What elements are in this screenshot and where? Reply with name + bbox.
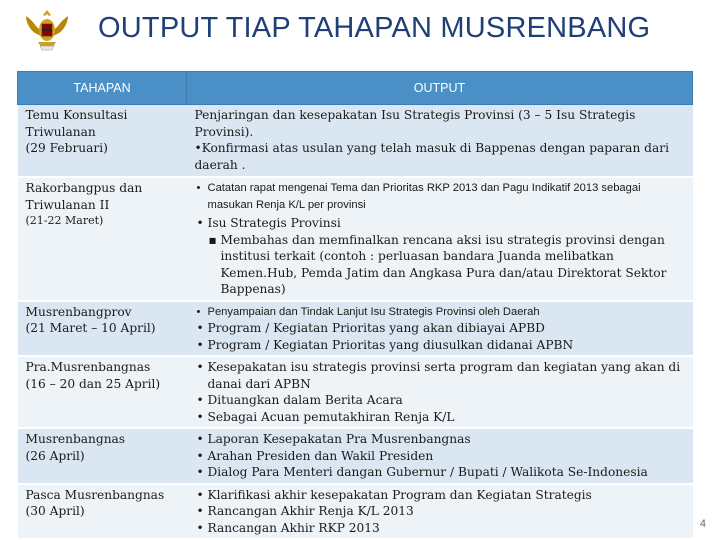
list-item: [195, 232, 687, 298]
list-item: • Catatan rapat mengenai Tema dan Prioritas RKP 2013 dan Pagu Indikatif 2013 sebagai masukan Renja K/L per provinsi: [195, 180, 687, 213]
stage-date: (16 – 20 dan 25 April): [25, 376, 161, 391]
list-item: • Program / Kegiatan Prioritas yang akan dibiayai APBD: [195, 320, 687, 337]
stage-name: Temu Konsultasi Triwulanan: [25, 108, 128, 139]
list-item: • Kesepakatan isu strategis provinsi serta program dan kegiatan yang akan di danai dari APBN: [195, 359, 687, 392]
stage-name: Musrenbangprov: [25, 304, 132, 319]
header-output: OUTPUT: [187, 72, 693, 105]
table-row: [18, 484, 693, 540]
list-item: • Dituangkan dalam Berita Acara: [195, 392, 687, 409]
stage-cell: [18, 105, 187, 178]
table-row: [18, 428, 693, 484]
output-cell: [187, 428, 693, 484]
list-item: • Isu Strategis Provinsi: [195, 215, 687, 232]
table-row: [18, 356, 693, 428]
stage-date: (30 April): [25, 504, 85, 518]
list-item: • Rancangan Akhir RKP 2013: [195, 520, 687, 537]
stage-cell: [18, 356, 187, 428]
stage-date: (29 Februari): [25, 141, 108, 155]
list-item: • Program / Kegiatan Prioritas yang diusulkan didanai APBN: [195, 337, 687, 354]
page-number: 4: [699, 518, 706, 530]
table-row: [18, 105, 693, 178]
output-line: Penjaringan dan kesepakatan Isu Strategis Provinsi (3 – 5 Isu Strategis Provinsi).: [194, 108, 636, 139]
stage-name: Pasca Musrenbangnas: [25, 487, 165, 502]
stage-name: Musrenbangnas: [25, 432, 126, 446]
output-cell: [187, 301, 693, 357]
list-item: • Dialog Para Menteri dangan Gubernur / Bupati / Walikota Se-Indonesia: [195, 464, 687, 481]
list-item: • Arahan Presiden dan Wakil Presiden: [195, 448, 687, 465]
stage-cell: [18, 177, 187, 301]
musrenbang-table: [17, 71, 693, 540]
stage-date: (21 Maret – 10 April): [25, 321, 156, 335]
stage-cell: [18, 301, 187, 357]
table-header-row: [18, 72, 693, 105]
output-cell: [187, 356, 693, 428]
stage-cell: [18, 484, 187, 540]
output-cell: [187, 105, 693, 178]
stage-date: (21-22 Maret): [25, 214, 104, 227]
output-cell: [187, 177, 693, 301]
stage-cell: [18, 428, 187, 484]
table-row: [18, 301, 693, 357]
page-title: OUTPUT TIAP TAHAPAN MUSRENBANG: [98, 12, 651, 44]
stage-date: (26 April): [25, 448, 85, 463]
sub-bullet-text: ▪ Membahas dan memfinalkan rencana aksi isu strategis provinsi dengan institusi terkait (contoh : perluasan bandara Juanda melibatkan Kemen.Hub, Pemda Jatim dan Angkasa Pura dan/atau Direktorat Sektor Bappenas): [220, 232, 667, 296]
list-item: • Laporan Kesepakatan Pra Musrenbangnas: [195, 431, 687, 448]
table-row: [18, 177, 693, 301]
stage-name: Rakorbangpus dan Triwulanan II: [25, 181, 143, 212]
stage-name: Pra.Musrenbangnas: [25, 360, 151, 374]
list-item: • Rancangan Akhir Renja K/L 2013: [195, 503, 687, 520]
garuda-emblem-icon: [22, 6, 72, 52]
list-item: • Klarifikasi akhir kesepakatan Program dan Kegiatan Strategis: [195, 487, 687, 504]
output-line: •Konfirmasi atas usulan yang telah masuk di Bappenas dengan paparan dari daerah .: [194, 141, 669, 172]
header-tahapan: TAHAPAN: [18, 72, 187, 105]
list-item: • Penyampaian dan Tindak Lanjut Isu Strategis Provinsi oleh Daerah: [195, 304, 687, 321]
list-item: • Sebagai Acuan pemutakhiran Renja K/L: [195, 409, 687, 426]
output-cell: [187, 484, 693, 540]
